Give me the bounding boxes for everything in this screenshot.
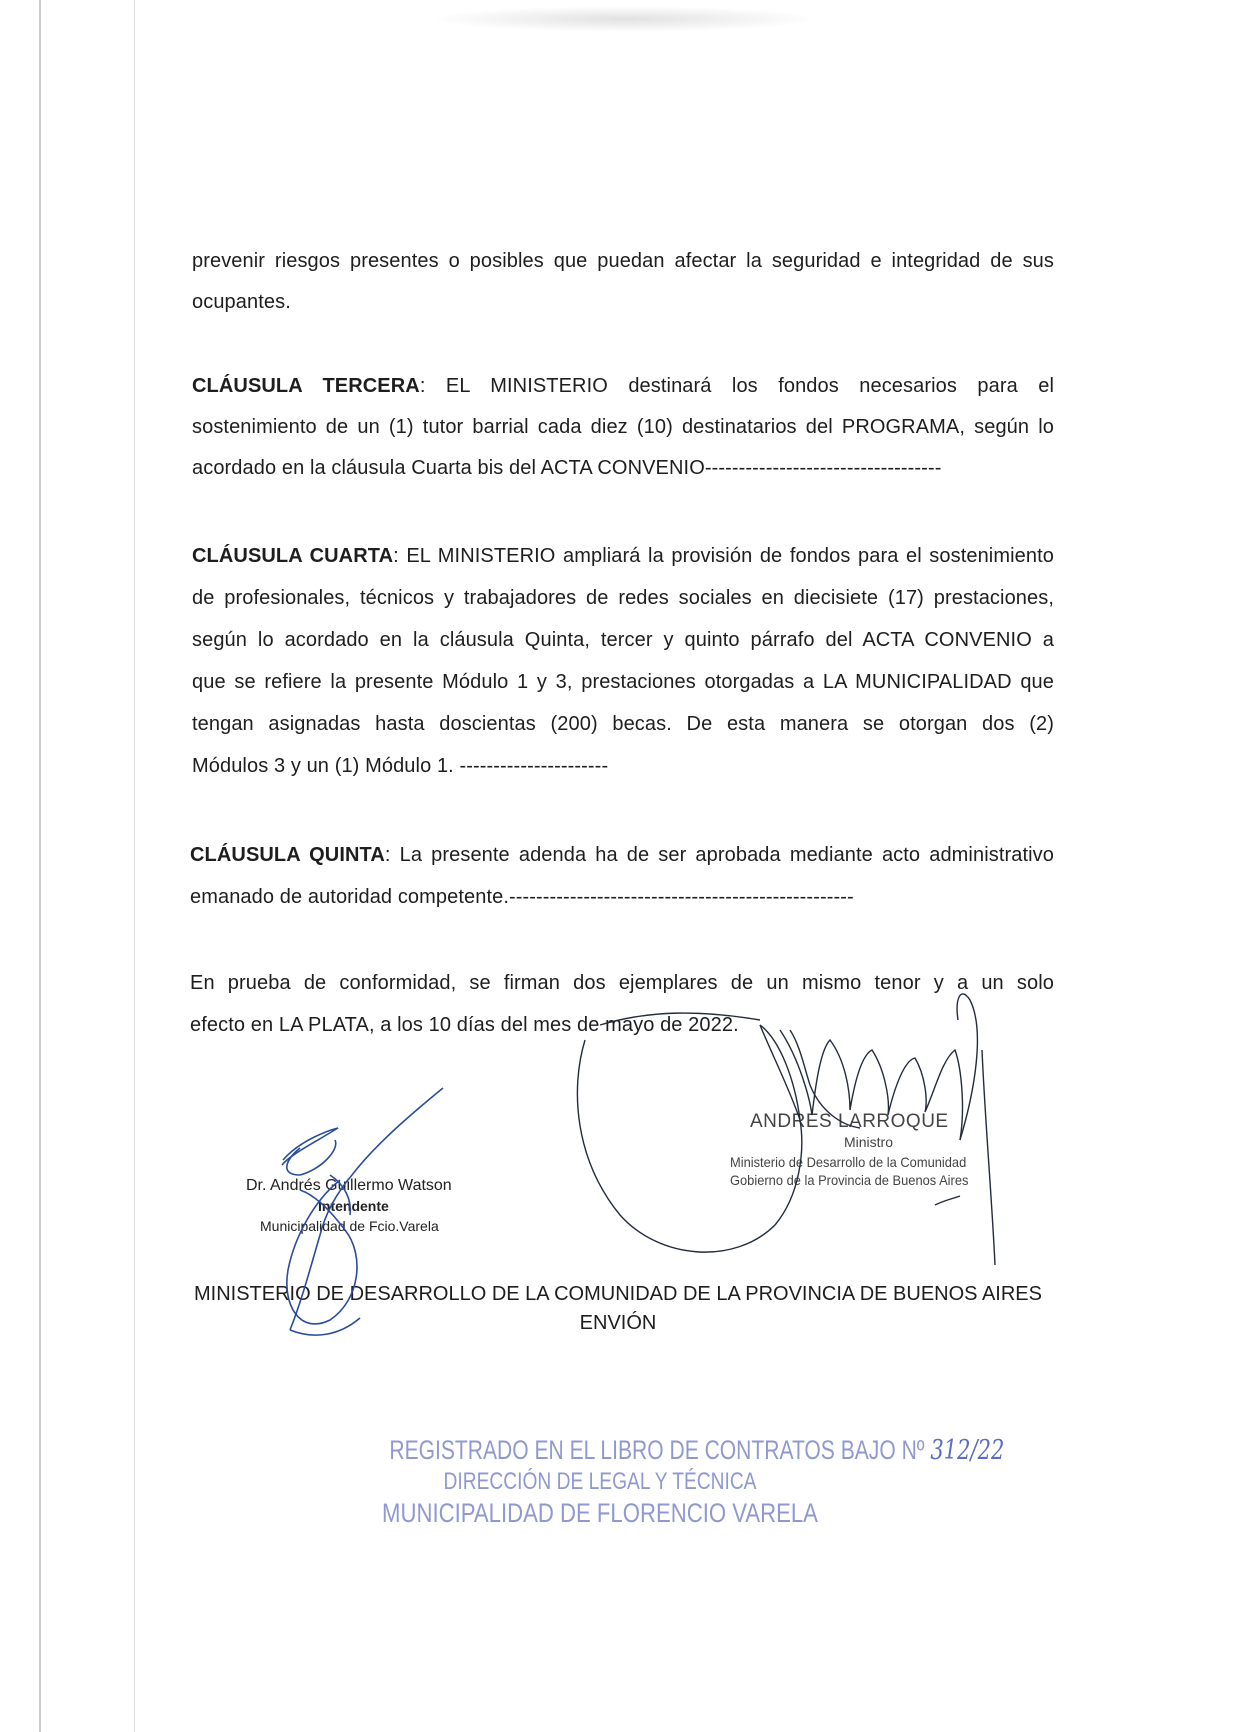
scan-margin-line (39, 0, 41, 1732)
clause-quinta-line-2: emanado de autoridad competente.--------------------------------------------------- (190, 886, 854, 908)
stamp-number: 312/22 (930, 1435, 1005, 1466)
scan-artifact (430, 6, 820, 32)
clause-tercera-line-2: sostenimiento de un (1) tutor barrial cada diez (10) destinatarios del PROGRAMA, según lo (192, 416, 1054, 438)
clause-cuarta-heading: CLÁUSULA CUARTA (192, 545, 394, 567)
clause-tercera-heading: CLÁUSULA TERCERA (192, 375, 420, 397)
clause-cuarta-line-6: Módulos 3 y un (1) Módulo 1. ---------------------- (192, 755, 609, 777)
scan-margin-line-inner (134, 0, 135, 1732)
right-signatory-title: Ministro (844, 1134, 894, 1150)
clause-cuarta-line-2: de profesionales, técnicos y trabajadores de redes sociales en diecisiete (17) prestaciones, (192, 587, 1054, 609)
left-signatory-org: Municipalidad de Fcio.Varela (260, 1218, 439, 1234)
clause-tercera-line-1: CLÁUSULA TERCERA: EL MINISTERIO destinará los fondos necesarios para el (192, 375, 1055, 397)
stamp-line-1: REGISTRADO EN EL LIBRO DE CONTRATOS BAJO Nº 312/22 (389, 1435, 1005, 1466)
right-signatory-org-1: Ministerio de Desarrollo de la Comunidad (730, 1154, 967, 1170)
conformity-line-1: En prueba de conformidad, se firman dos ejemplares de un mismo tenor y a un solo (190, 972, 1054, 994)
right-signatory-name: ANDRES LARROQUE (750, 1111, 949, 1132)
clause-tercera-line-3: acordado en la cláusula Cuarta bis del ACTA CONVENIO----------------------------------- (192, 457, 942, 479)
right-signatory-org-2: Gobierno de la Provincia de Buenos Aires (730, 1172, 969, 1188)
footer-ministry: MINISTERIO DE DESARROLLO DE LA COMUNIDAD DE LA PROVINCIA DE BUENOS AIRES (194, 1283, 1042, 1305)
clause-cuarta-line-4: que se refiere la presente Módulo 1 y 3, prestaciones otorgadas a LA MUNICIPALIDAD que (192, 671, 1054, 693)
registration-stamp (330, 1435, 1005, 1529)
clause-quinta-line-1: CLÁUSULA QUINTA: La presente adenda ha de ser aprobada mediante acto administrativo (190, 844, 1055, 866)
clause-cuarta-line-3: según lo acordado en la cláusula Quinta, tercer y quinto párrafo del ACTA CONVENIO a (192, 629, 1054, 651)
clause-cuarta-line-5: tengan asignadas hasta doscientas (200) becas. De esta manera se otorgan dos (2) (192, 713, 1054, 735)
left-signatory-name: Dr. Andrés Guillermo Watson (246, 1177, 452, 1194)
paragraph-intro-line-1: prevenir riesgos presentes o posibles que puedan afectar la seguridad e integridad de sus (192, 250, 1054, 272)
clause-quinta-heading: CLÁUSULA QUINTA (190, 844, 385, 866)
paragraph-intro-line-2: ocupantes. (192, 291, 291, 313)
footer-program: ENVIÓN (579, 1312, 657, 1334)
stamp-line-3: MUNICIPALIDAD DE FLORENCIO VARELA (382, 1498, 818, 1528)
clause-cuarta-line-1: CLÁUSULA CUARTA: EL MINISTERIO ampliará la provisión de fondos para el sostenimiento (192, 545, 1054, 567)
conformity-line-2: efecto en LA PLATA, a los 10 días del mes de mayo de 2022. (190, 1014, 739, 1036)
left-signatory-title: Intendente (318, 1198, 389, 1214)
stamp-line-2: DIRECCIÓN DE LEGAL Y TÉCNICA (443, 1468, 757, 1495)
